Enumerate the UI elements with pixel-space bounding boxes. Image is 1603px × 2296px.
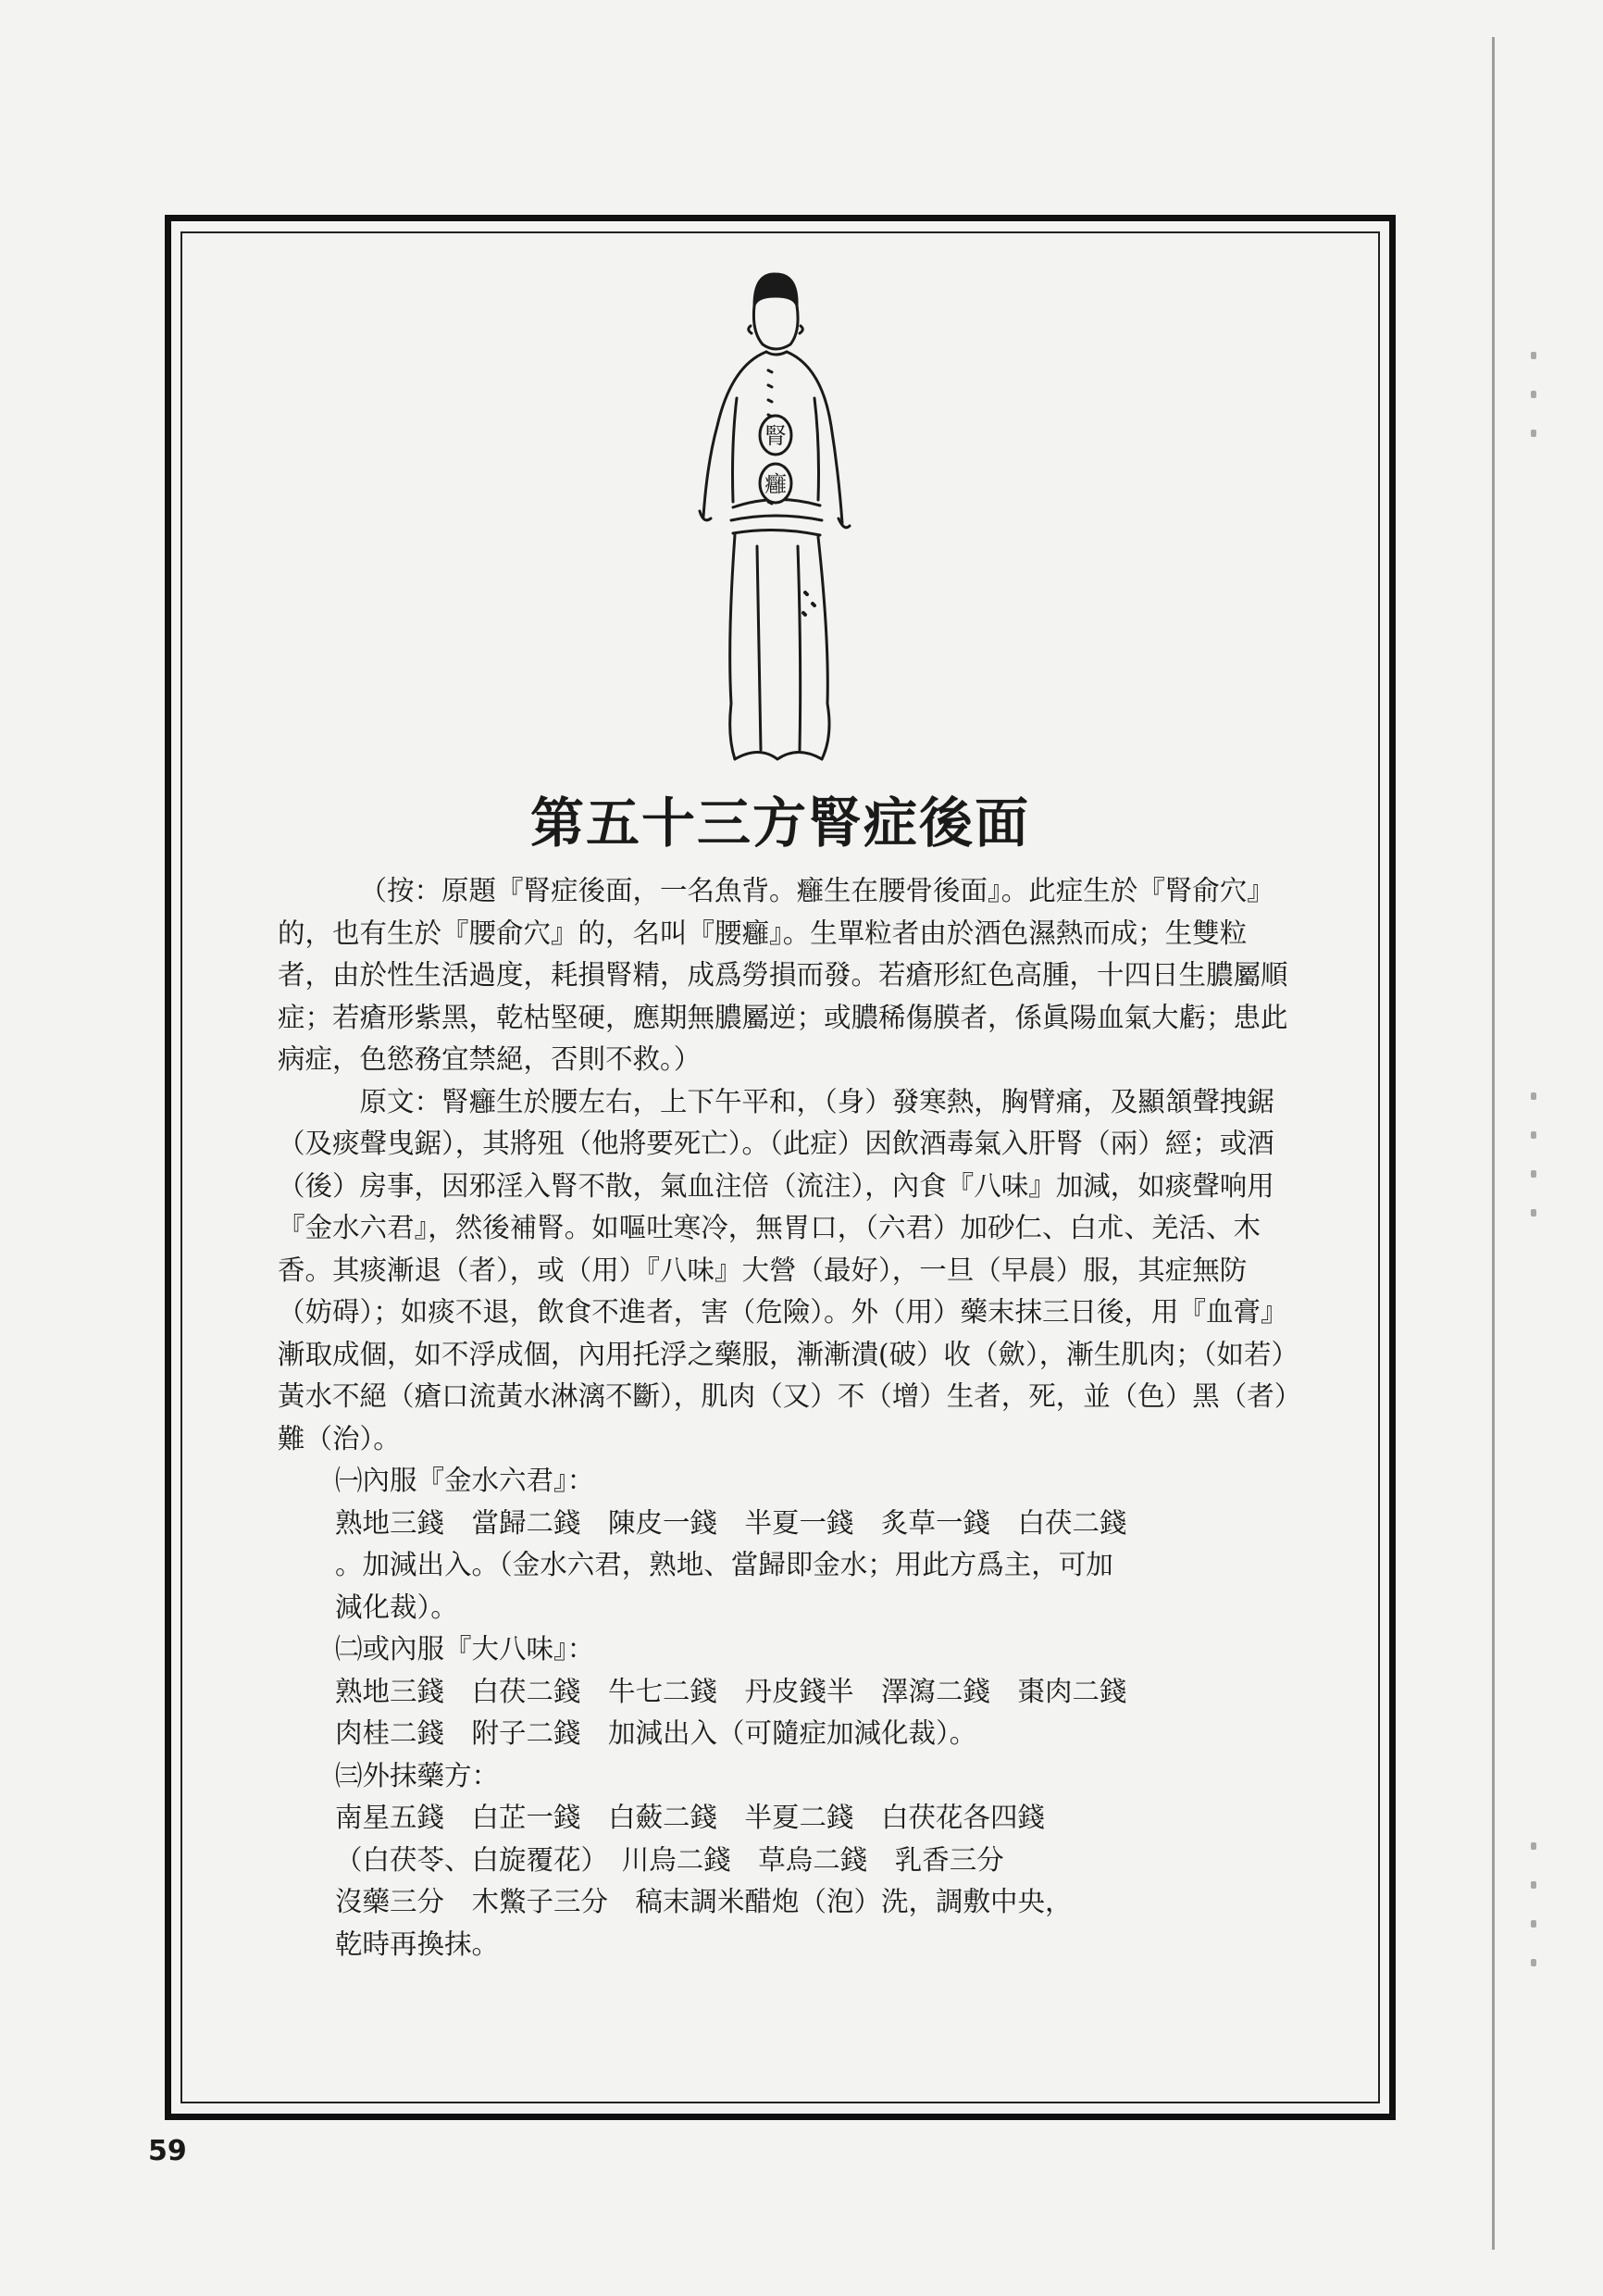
prescription-line: 熟地三錢 當歸二錢 陳皮一錢 半夏一錢 炙草一錢 白茯二錢 xyxy=(335,1506,1127,1539)
page-number: 59 xyxy=(148,2135,187,2167)
prescription-line: 減化裁）。 xyxy=(335,1591,458,1623)
prescription-heading: ㈡或內服『大八味』： xyxy=(335,1633,595,1665)
prescription-line: 肉桂二錢 附子二錢 加減出入（可隨症加減化裁）。 xyxy=(335,1717,977,1749)
page-title: 第五十三方腎症後面 xyxy=(529,792,1030,855)
main-text xyxy=(278,870,1296,1965)
prescription-line: （白茯苓、白旋覆花） 川烏二錢 草烏二錢 乳香三分 xyxy=(335,1843,1004,1876)
prescription-line: 熟地三錢 白茯二錢 牛七二錢 丹皮錢半 澤瀉二錢 棗肉二錢 xyxy=(335,1675,1127,1707)
note-paragraph: （按：原題『腎症後面，一名魚背。癰生在腰骨後面』。此症生於『腎俞穴』的，也有生於『腰俞穴』的，名叫『腰癰』。生單粒者由於酒色濕熱而成；生雙粒者，由於性生活過度，耗損腎精，成爲勞損而發。若瘡形紅色高腫，十四日生膿屬順症；若瘡形紫黑，乾枯堅硬，應期無膿屬逆；或膿稀傷膜者，係眞陽血氣大虧；患此病症，色慾務宜禁絕，否則不救。） xyxy=(278,875,1288,1075)
margin-marks xyxy=(1525,1842,1544,1998)
original-text-paragraph: 原文：腎癰生於腰左右，上下午平和，（身）發寒熱，胸臂痛，及顯頷聲拽鋸（及痰聲曳鋸），其將殂（他將要死亡）。（此症）因飲酒毒氣入肝腎（兩）經；或酒（後）房事，因邪淫入腎不散，氣血注倍（流注），內食『八味』加減，如痰聲响用『金水六君』，然後補腎。如嘔吐寒冷，無胃口，（六君）加砂仁、白朮、羌活、木香。其痰漸退（者），或（用）『八味』大營（最好），一旦（早晨）服，其症無防（妨碍）；如痰不退，飲食不進者，害（危險）。外（用）藥末抹三日後，用『血膏』漸取成個，如不浮成個，內用托浮之藥服，漸漸潰(破）收（歛），漸生肌肉；（如若）黃水不絕（瘡口流黃水淋漓不斷），肌肉（又）不（增）生者，死，並（色）黑（者）難（治）。 xyxy=(278,1085,1288,1454)
prescription-line: 沒藥三分 木鱉子三分 稿末調米醋炮（泡）洗，調敷中央， xyxy=(335,1886,1073,1917)
chest-seal: 腎 xyxy=(764,423,787,449)
waist-seal: 癰 xyxy=(764,471,787,497)
prescription-line: 南星五錢 白芷一錢 白蘞二錢 半夏二錢 白茯花各四錢 xyxy=(335,1802,1046,1833)
prescription-line: 乾時再換抹。 xyxy=(335,1928,500,1960)
prescription-heading: ㈢外抹藥方： xyxy=(335,1759,500,1791)
margin-marks xyxy=(1525,1092,1544,1248)
prescription-line: 。加減出入。（金水六君，熟地、當歸即金水；用此方爲主，可加 xyxy=(335,1549,1113,1580)
patient-back-illustration xyxy=(666,268,879,787)
page-edge-rule xyxy=(1492,37,1495,2250)
margin-marks xyxy=(1525,352,1544,468)
prescription-heading: ㈠內服『金水六君』： xyxy=(335,1465,595,1496)
